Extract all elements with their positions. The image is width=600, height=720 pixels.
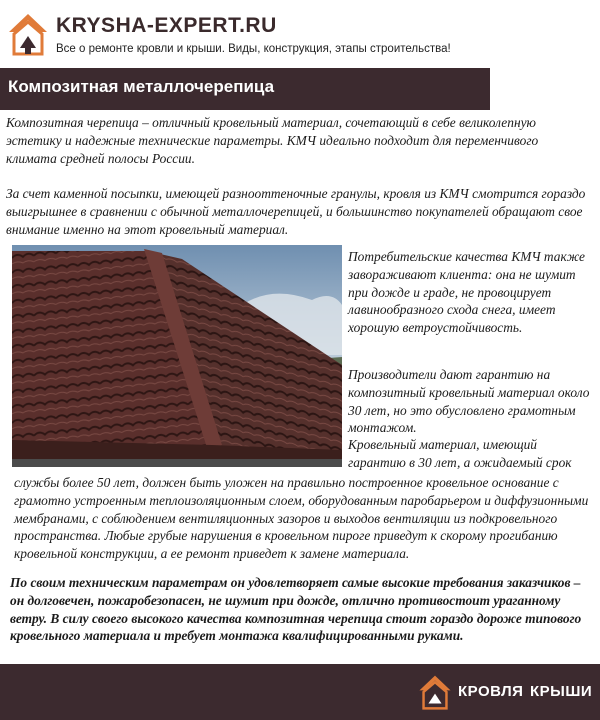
page-title: Композитная металлочерепица <box>8 77 275 96</box>
site-name[interactable]: KRYSHA-EXPERT.RU <box>56 14 277 37</box>
site-header <box>0 0 600 68</box>
house-logo-icon[interactable] <box>8 12 48 56</box>
appearance-paragraph: За счет каменной посыпки, имеющей разнооттеночные гранулы, кровля из КМЧ смотрится гораздо выигрышнее в сравнении с обычной металлочерепицей, и большинство покупателей обращают свое внимание именно на этот кровельный материал. <box>6 186 586 237</box>
installation-paragraph: службы более 50 лет, должен быть уложен на правильно построенное кровельное основание с грамотно устроенным теплоизоляционным слоем, оборудованным паробарьером и диффузионными мембранами, с соблюдением вентиляционных зазоров и выходов вентиляции из подкровельного пространства. Любые грубые нарушения в кровельном пироге приведут к скорому прогибанию кровельной конструкции, а ее ремонт приведет к замене материала. <box>14 475 589 562</box>
intro-paragraph: Композитная черепица – отличный кровельный материал, сочетающий в себе великолепную эстетику и надежные технические параметры. КМЧ идеально подходит для переменчивого климата средней полосы России. <box>6 115 539 166</box>
footer-bar <box>0 664 600 720</box>
warranty-paragraph: Производители дают гарантию на композитный кровельный материал около 30 лет, но это обусловлено грамотным монтажом. <box>348 367 590 436</box>
house-logo-icon[interactable] <box>418 674 452 710</box>
qualities-paragraph: Потребительские качества КМЧ также завораживают клиента: она не шумит при дожде и граде, не провоцирует лавинообразного схода снега, имеет хорошую ветроустойчивость. <box>348 249 585 336</box>
conclusion-paragraph: По своим техническим параметрам он удовлетворяет самые высокие требования заказчиков – он долговечен, пожаробезопасен, не шумит при дожде, отлично противостоит ураганному ветру. В силу своего высокого качества композитная черепица стоит гораздо дороже типового кровельного материала и требует монтажа квалифицированными руками. <box>10 575 582 644</box>
site-tagline: Все о ремонте кровли и крыши. Виды, конструкция, этапы строительства! <box>56 43 451 55</box>
footer-brand-part1[interactable]: КРОВЛЯ <box>458 683 524 700</box>
title-bar <box>0 68 490 110</box>
roof-photo <box>12 245 342 467</box>
lifespan-paragraph-start: Кровельный материал, имеющий гарантию в 30 лет, а ожидаемый срок <box>348 437 572 470</box>
footer-brand-part2[interactable]: КРЫШИ <box>530 683 593 700</box>
